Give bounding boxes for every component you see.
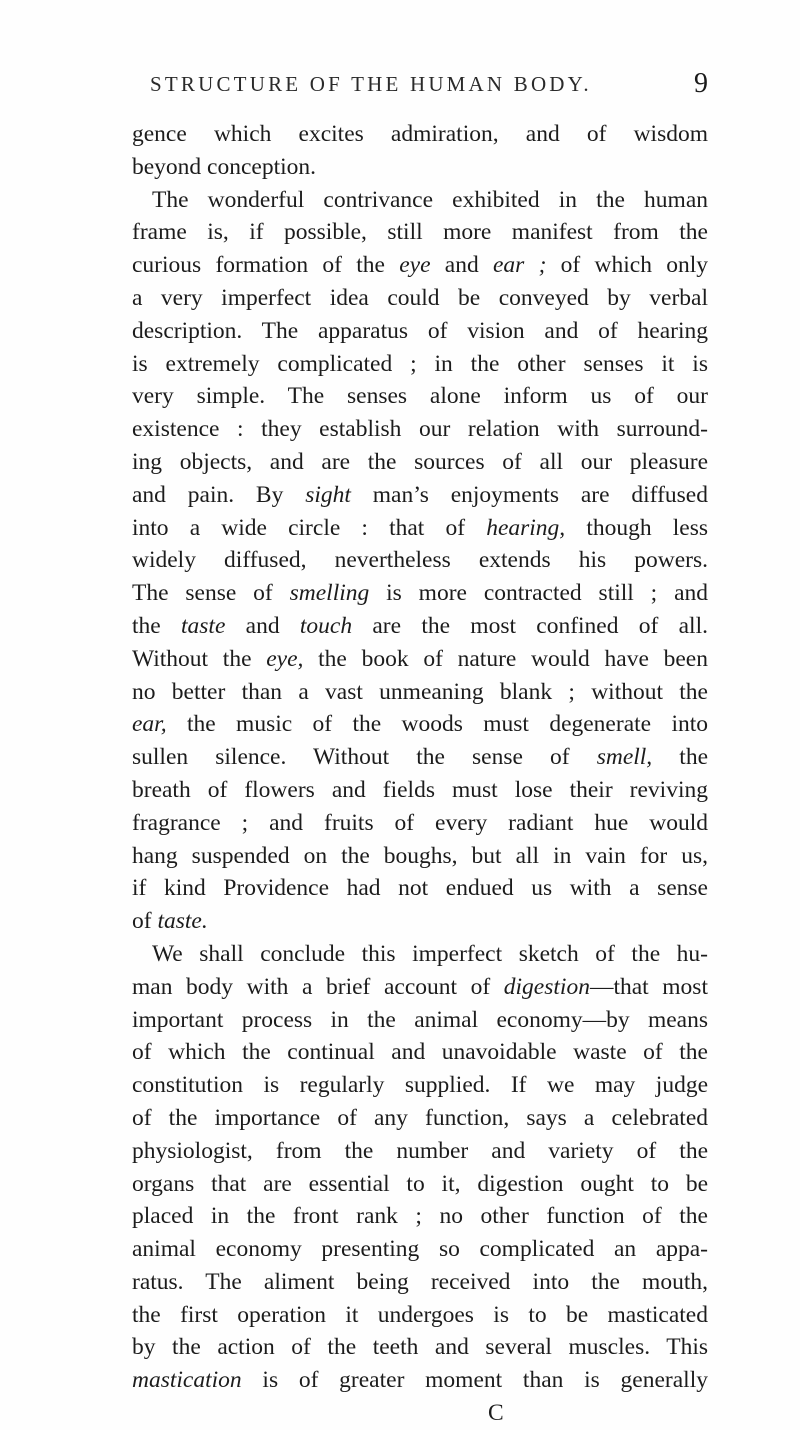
text-line: [132, 544, 708, 577]
text-line: [132, 676, 708, 709]
text-line: [132, 1069, 708, 1102]
text-run: frame is, if possible, still more manifest from the: [132, 219, 708, 246]
text-run: the first operation it undergoes is to be masticated: [132, 1301, 708, 1328]
text-run: the book of nature would have been: [303, 645, 708, 672]
text-run: animal economy presenting so complicated an appa-: [132, 1236, 708, 1263]
text-run: man body with a brief account of: [132, 973, 504, 1000]
text-run: of which the continual and unavoidable waste of the: [132, 1039, 708, 1066]
text-line: [132, 807, 708, 840]
text-line: [132, 249, 708, 282]
text-line: [132, 708, 708, 741]
italic-term: mastication: [132, 1367, 242, 1394]
page-number: 9: [694, 68, 708, 99]
text-line: [132, 774, 708, 807]
text-run: breath of flowers and fields must lose their reviving: [132, 776, 708, 803]
text-run: if kind Providence had not endued us with a sense: [132, 875, 708, 902]
text-run: the music of the woods must degenerate into: [166, 711, 708, 738]
running-title: STRUCTURE OF THE HUMAN BODY.: [150, 72, 592, 96]
text-line: [132, 1102, 708, 1135]
text-line: [132, 479, 708, 512]
text-line: [132, 938, 708, 971]
text-line: [132, 1004, 708, 1037]
text-run: curious formation of the: [132, 252, 400, 279]
text-line: [132, 1135, 708, 1168]
italic-term: ear,: [132, 711, 167, 738]
text-run: description. The apparatus of vision and of hearing: [132, 317, 708, 344]
text-line: [132, 1200, 708, 1233]
text-line: [132, 971, 708, 1004]
text-line: [132, 184, 708, 217]
italic-term: eye: [399, 252, 431, 279]
text-run: by the action of the teeth and several muscles. This: [132, 1334, 708, 1361]
text-line: [132, 282, 708, 315]
text-line: [132, 315, 708, 348]
text-run: of: [132, 908, 158, 935]
text-line: [132, 118, 708, 151]
text-line: [132, 151, 708, 184]
text-run: very simple. The senses alone inform us of our: [132, 383, 708, 410]
italic-term: digestion: [503, 973, 590, 1000]
text-run: gence which excites admiration, and of wisdom: [132, 121, 708, 147]
text-run: of which only: [546, 252, 708, 279]
text-line: [132, 1331, 708, 1364]
text-run: C: [488, 1400, 504, 1427]
text-run: ing objects, and are the sources of all our pleasure: [132, 448, 708, 475]
text-run: and pain. By: [132, 481, 306, 508]
text-run: important process in the animal economy—by means: [132, 1006, 708, 1033]
text-run: no better than a vast unmeaning blank ; without the: [132, 678, 708, 705]
body-text: [132, 118, 708, 1430]
text-run: widely diffused, nevertheless extends his powers.: [132, 547, 708, 574]
text-run: —that most: [589, 973, 708, 1000]
italic-term: sight: [305, 481, 351, 508]
text-line: [132, 1036, 708, 1069]
text-run: hang suspended on the boughs, but all in vain for us,: [132, 842, 708, 869]
italic-term: ear ;: [492, 252, 547, 279]
text-run: and: [225, 612, 300, 639]
text-run: beyond conception.: [132, 153, 317, 180]
italic-term: taste: [180, 612, 226, 639]
text-run: are the most confined of all.: [352, 612, 708, 639]
text-run: ratus. The aliment being received into the mouth,: [132, 1268, 708, 1295]
text-run: man’s enjoyments are diffused: [350, 481, 708, 508]
text-line: [132, 1299, 708, 1332]
text-run: physiologist, from the number and variety of the: [132, 1137, 708, 1164]
text-line: [132, 348, 708, 381]
text-line: [132, 512, 708, 545]
text-run: of the importance of any function, says a celebrated: [132, 1104, 708, 1131]
text-line: [132, 1168, 708, 1201]
text-run: organs that are essential to it, digestion ought to be: [132, 1170, 708, 1197]
italic-term: smell,: [596, 744, 653, 771]
text-run: existence : they establish our relation with surround-: [132, 416, 708, 443]
text-run: is extremely complicated ; in the other senses it is: [132, 350, 708, 377]
text-line: [132, 610, 708, 643]
text-run: is more contracted still ; and: [369, 580, 708, 607]
italic-term: touch: [299, 612, 353, 639]
text-line: [132, 1266, 708, 1299]
text-run: into a wide circle : that of: [132, 514, 487, 541]
text-line: [132, 380, 708, 413]
text-run: We shall conclude this imperfect sketch of the hu-: [152, 940, 708, 967]
text-run: and: [430, 252, 493, 279]
text-line: [132, 741, 708, 774]
italic-term: hearing,: [486, 514, 566, 541]
italic-term: taste.: [157, 908, 208, 935]
page-header: [132, 68, 708, 108]
text-run: Without the: [132, 645, 267, 672]
text-run: a very imperfect idea could be conveyed by verbal: [132, 284, 708, 311]
italic-term: smelling: [289, 580, 370, 607]
text-line: [132, 905, 708, 938]
text-run: placed in the front rank ; no other function of the: [132, 1203, 708, 1230]
text-run: sullen silence. Without the sense of: [132, 744, 597, 771]
text-run: the: [652, 744, 708, 771]
text-run: fragrance ; and fruits of every radiant hue would: [132, 809, 708, 836]
text-line: [132, 1364, 708, 1397]
text-run: The wonderful contrivance exhibited in the human: [152, 186, 708, 213]
text-line: [132, 577, 708, 610]
text-run: constitution is regularly supplied. If we may judge: [132, 1072, 708, 1099]
text-line: [132, 446, 708, 479]
text-line: [132, 643, 708, 676]
italic-term: eye,: [266, 645, 304, 672]
text-run: though less: [565, 514, 709, 541]
text-line: [132, 413, 708, 446]
signature-mark: [132, 1397, 708, 1430]
text-run: The sense of: [132, 580, 290, 607]
text-line: [132, 216, 708, 249]
text-line: [132, 1233, 708, 1266]
text-run: is of greater moment than is generally: [241, 1367, 708, 1394]
text-line: [132, 872, 708, 905]
text-run: the: [132, 612, 181, 639]
text-line: [132, 840, 708, 873]
